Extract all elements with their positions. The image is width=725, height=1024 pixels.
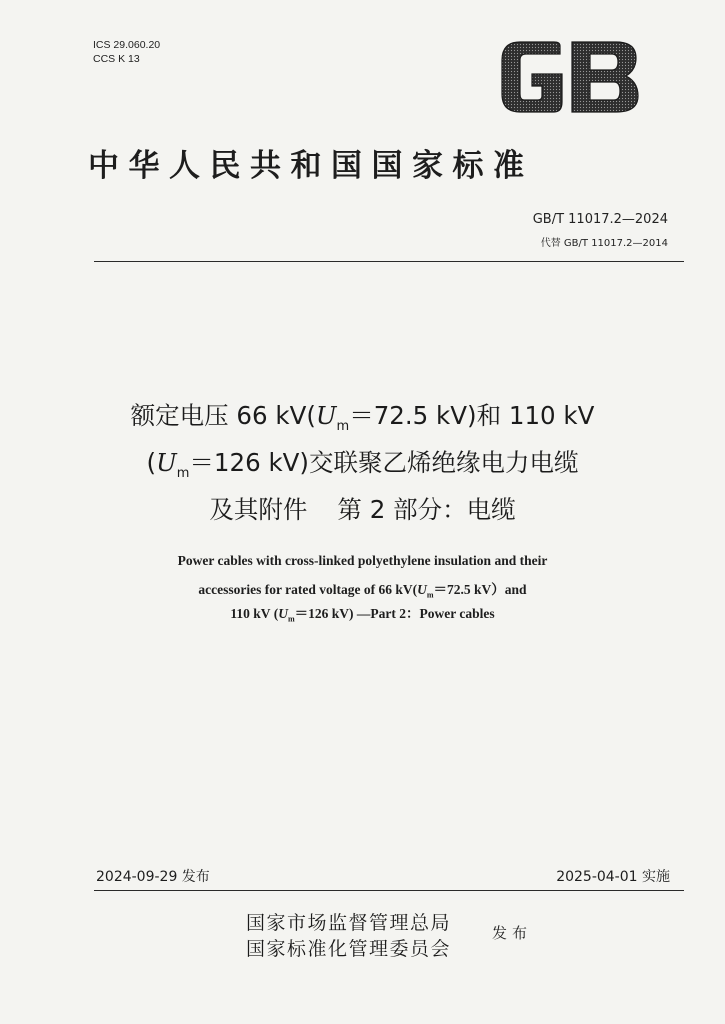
chinese-title-line-1: 额定电压 66 $kV(U_m=72.5$ kV)和 110 kV [130,401,595,434]
chinese-title-line-3: 及其附件 第 2 部分：电缆 [209,495,516,524]
top-divider [94,261,684,262]
issuer-samr: 国家市场监督管理总局 [246,912,452,934]
english-title-line-2: accessories for rated voltage of 66 $kV(U_m=72.5$ kV）and [198,582,527,600]
publish-label: 发布 [492,924,533,942]
ics-code: ICS 29.060.20 [93,39,161,51]
national-standard-title: 中华人民共和国国家标准 [88,148,534,184]
issuer-sac: 国家标准化管理委员会 [246,938,452,960]
gb-logo [498,40,640,114]
issue-date: 2024-09-29 发布 [96,869,210,885]
chinese-title-line-2: ($U_m=126$ kV)交联聚乙烯绝缘电力电缆 [146,448,579,481]
ccs-code: CCS K 13 [93,53,140,65]
standard-number: GB/T 11017.2—2024 [532,212,668,227]
classification-codes [93,38,160,66]
english-title-line-1: Power cables with cross-linked polyethylene insulation and their [177,553,548,568]
replaces-standard: 代替 GB/T 11017.2—2014 [540,238,668,249]
implementation-date: 2025-04-01 实施 [556,869,670,885]
english-title-line-3: 110 kV ($U_m=126$ kV) —Part 2：Power cables [230,606,495,624]
bottom-divider [94,890,684,891]
